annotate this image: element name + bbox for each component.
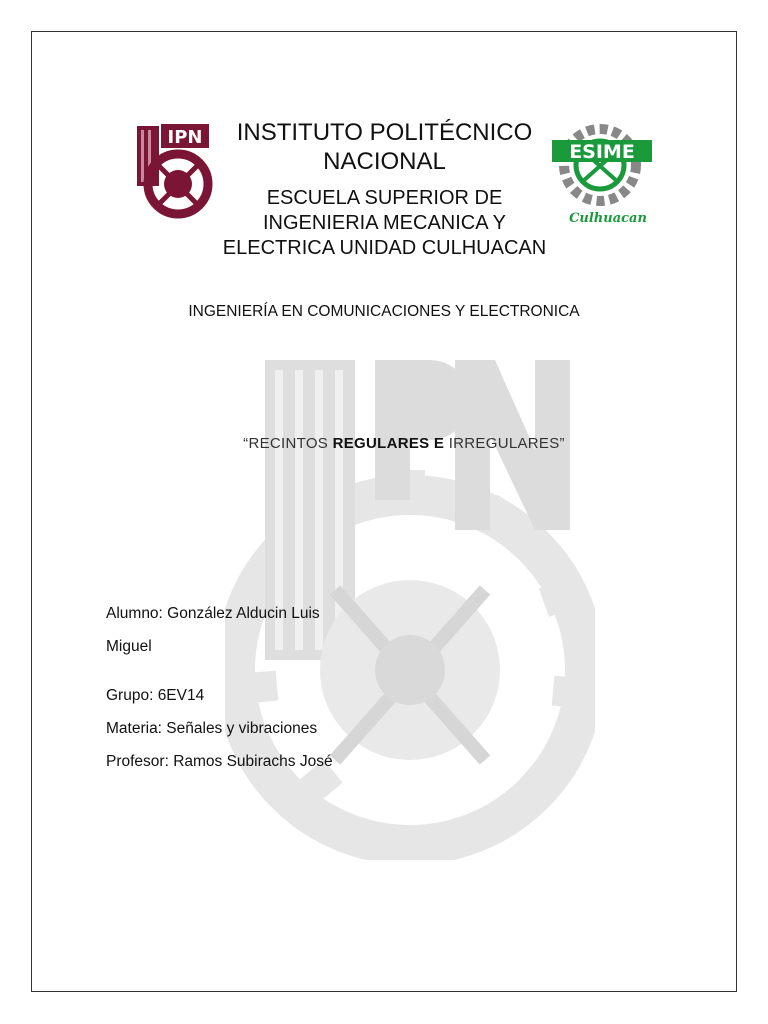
school-name xyxy=(212,186,557,261)
title-part-1: “RECINTOS xyxy=(243,435,333,452)
teacher-info: Profesor: Ramos Subirachs José xyxy=(106,753,333,770)
school-line-2: INGENIERIA MECANICA Y xyxy=(262,212,507,234)
esime-logo xyxy=(548,120,658,230)
school-line-1: ESCUELA SUPERIOR DE xyxy=(266,187,503,209)
subject-info: Materia: Señales y vibraciones xyxy=(106,720,318,737)
school-line-3: ELECTRICA UNIDAD CULHUACAN xyxy=(222,237,547,259)
title-part-2: REGULARES xyxy=(332,435,430,452)
esime-logo-subtext: Culhuacan xyxy=(569,211,647,226)
title-part-4: IRREGULARES” xyxy=(448,435,565,452)
title-part-3: E xyxy=(429,435,449,452)
ipn-logo xyxy=(133,122,213,222)
esime-logo-text: ESIME xyxy=(569,141,635,163)
career-name: INGENIERÍA EN COMUNICACIONES Y ELECTRONICA xyxy=(188,303,580,320)
student-name-line-1: Alumno: González Alducin Luis xyxy=(106,605,320,622)
document-title xyxy=(100,434,708,454)
institution-name xyxy=(212,118,557,176)
ipn-watermark-logo xyxy=(225,340,595,860)
institution-line-2: NACIONAL xyxy=(323,148,446,175)
ipn-logo-text: IPN xyxy=(167,127,203,148)
student-name-line-2: Miguel xyxy=(106,638,152,655)
institution-line-1: INSTITUTO POLITÉCNICO xyxy=(236,119,533,146)
group-info: Grupo: 6EV14 xyxy=(106,687,205,704)
